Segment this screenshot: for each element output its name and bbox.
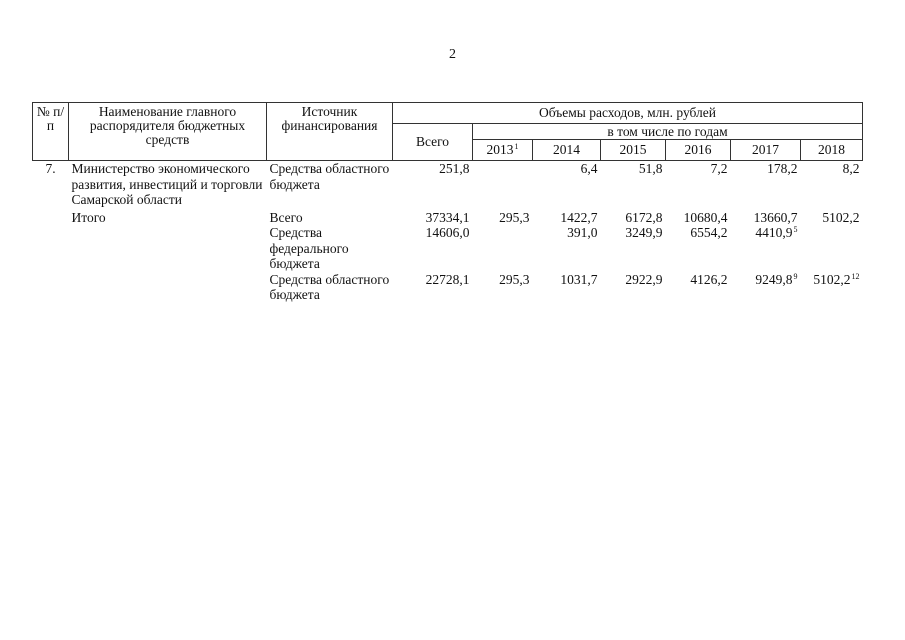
header-num: № п/п: [33, 103, 69, 161]
row-year-value: [473, 210, 533, 226]
row-year-value: [731, 161, 801, 208]
value-text: 51,8: [638, 161, 663, 176]
row-year-value: [731, 272, 801, 303]
row-total: 14606,0: [425, 225, 470, 240]
row-year-value: [473, 272, 533, 303]
header-total: Всего: [393, 124, 473, 161]
row-number: [33, 210, 69, 226]
value-text: 4410,9: [755, 225, 793, 240]
year-label: 2014: [553, 142, 580, 157]
table-row: [33, 272, 863, 303]
row-number: [33, 272, 69, 303]
value-text: 9249,8: [755, 271, 793, 287]
header-year-0: [473, 140, 533, 161]
row-recipient-name: [69, 225, 267, 272]
header-name: Наименование главного распорядителя бюджетных средств: [69, 103, 267, 161]
header-year-1: [533, 140, 601, 161]
header-year-2: [601, 140, 666, 161]
value-text: 4126,2: [690, 271, 728, 287]
row-year-value: [473, 225, 533, 272]
table-row: [33, 161, 863, 208]
row-year-value: [801, 225, 863, 272]
row-total: 251,8: [439, 161, 470, 176]
value-text: 178,2: [767, 161, 798, 176]
header-year-3: [666, 140, 731, 161]
value-text: 5102,2: [822, 209, 860, 225]
value-text: 5102,2: [813, 271, 851, 287]
row-year-value: [801, 210, 863, 226]
row-year-value: [601, 272, 666, 303]
row-year-value: [731, 210, 801, 226]
year-label: 2016: [684, 142, 712, 157]
budget-expenses-table: [32, 102, 863, 303]
row-number: 7.: [45, 161, 56, 176]
value-footnote: 5: [793, 225, 798, 234]
value-text: 10680,4: [683, 209, 728, 225]
row-funding-source: Средства областного бюджета: [269, 271, 390, 302]
value-text: 6,4: [580, 161, 598, 176]
row-year-value: [801, 272, 863, 303]
header-source: Источник финансирования: [267, 103, 393, 161]
row-total: 22728,1: [425, 271, 470, 287]
row-funding-source: Средства областного бюджета: [269, 161, 390, 192]
row-number: [33, 225, 69, 272]
value-text: 2922,9: [625, 271, 663, 287]
table-row: [33, 210, 863, 226]
header-year-4: [731, 140, 801, 161]
value-text: 295,3: [499, 271, 530, 287]
value-footnote: 12: [851, 271, 860, 281]
row-year-value: [666, 161, 731, 208]
page-number: 2: [449, 47, 456, 62]
year-label: 2018: [818, 142, 845, 157]
row-year-value: [666, 272, 731, 303]
header-volumes: Объемы расходов, млн. рублей: [393, 103, 863, 124]
value-footnote: 9: [793, 271, 798, 281]
value-text: 8,2: [842, 161, 860, 176]
row-year-value: [666, 210, 731, 226]
row-year-value: [601, 210, 666, 226]
year-label: 2013: [486, 142, 514, 157]
row-recipient-name: Министерство экономического развития, инвестиций и торговли Самарской области: [71, 161, 263, 207]
value-text: 391,0: [567, 225, 598, 240]
header-year-5: [801, 140, 863, 161]
value-text: 13660,7: [753, 209, 798, 225]
year-label: 2015: [619, 142, 647, 157]
value-text: 3249,9: [625, 225, 663, 240]
row-year-value: [601, 225, 666, 272]
value-text: 1031,7: [560, 271, 598, 287]
row-year-value: [601, 161, 666, 208]
row-year-value: [666, 225, 731, 272]
row-recipient-name: [69, 272, 267, 303]
row-recipient-name: Итого: [71, 209, 106, 225]
row-year-value: [533, 210, 601, 226]
row-total: 37334,1: [425, 209, 470, 225]
table-row: [33, 225, 863, 272]
row-year-value: [801, 161, 863, 208]
value-text: 1422,7: [560, 209, 598, 225]
row-year-value: [533, 161, 601, 208]
value-text: 7,2: [710, 161, 728, 176]
year-label: 2017: [752, 142, 779, 157]
value-text: 6554,2: [690, 225, 728, 240]
row-year-value: [473, 161, 533, 208]
row-funding-source: Средства федерального бюджета: [269, 225, 349, 271]
header-by-years: в том числе по годам: [473, 124, 863, 140]
row-funding-source: Всего: [269, 209, 303, 225]
row-year-value: [533, 272, 601, 303]
row-year-value: [533, 225, 601, 272]
value-text: 6172,8: [625, 209, 663, 225]
value-text: 295,3: [499, 209, 530, 225]
row-year-value: [731, 225, 801, 272]
year-footnote: 1: [514, 142, 519, 151]
